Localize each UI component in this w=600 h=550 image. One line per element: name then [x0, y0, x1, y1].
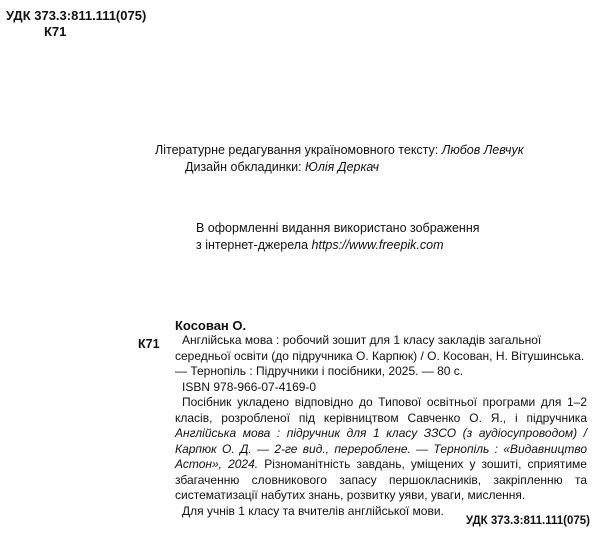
catalog-code-top: К71 — [44, 24, 67, 39]
udk-footer: УДК 373.3:811.111(075) — [465, 515, 590, 527]
annotation-textbook: Англійська мова : підручник для 1 класу ЗЗСО (з аудіосупроводом) / Карпюк О. Д. — 2-ге вид., перероблене. — Тернопіль : «Видавництво Астон», 2024. — [175, 426, 587, 471]
annotation — [175, 395, 587, 504]
annotation-part2: Різноманітність завдань, уміщених у зошиті, сприятиме збагаченню словникового запасу першокласників, закріпленню та систематизації набутих знань, розвитку уяви, уваги, мислення. — [175, 457, 587, 502]
image-source-note — [196, 220, 480, 254]
isbn: ISBN 978-966-07-4169-0 — [182, 379, 317, 394]
catalog-code: К71 — [138, 337, 160, 351]
editing-label: Літературне редагування україномовного тексту: — [155, 143, 439, 157]
cover-name: Юлія Деркач — [305, 160, 379, 174]
cover-credit — [155, 159, 524, 176]
editing-credit — [155, 142, 524, 159]
image-source-prefix: з інтернет-джерела — [196, 238, 309, 252]
annotation-part1: Посібник укладено відповідно до Типової освітньої програми для 1–2 класів, розробленої під керівництвом Савченко О. Я., і підручника — [175, 395, 587, 425]
udk-code-top: УДК 373.3:811.111(075) — [6, 8, 147, 23]
udk-header — [6, 8, 146, 40]
audience: Для учнів 1 класу та вчителів англійської мови. — [182, 503, 444, 518]
credits-block — [155, 142, 524, 176]
bibliographic-record — [175, 333, 587, 519]
image-source-line1: В оформленні видання використано зображення — [196, 221, 480, 235]
bib-description: Англійська мова : робочий зошит для 1 класу закладів загальної середньої освіти (до підручника О. Карпюк) / О. Косован, Н. Вітушинська. — Тернопіль : Підручники і посібники, 2025. — 80 с. — [175, 333, 585, 378]
image-source-line2 — [196, 237, 480, 254]
image-source-url: https://www.freepik.com — [311, 238, 444, 252]
editing-name: Любов Левчук — [441, 143, 524, 157]
cover-label: Дизайн обкладинки: — [185, 160, 302, 174]
author-name: Косован О. — [175, 318, 247, 333]
